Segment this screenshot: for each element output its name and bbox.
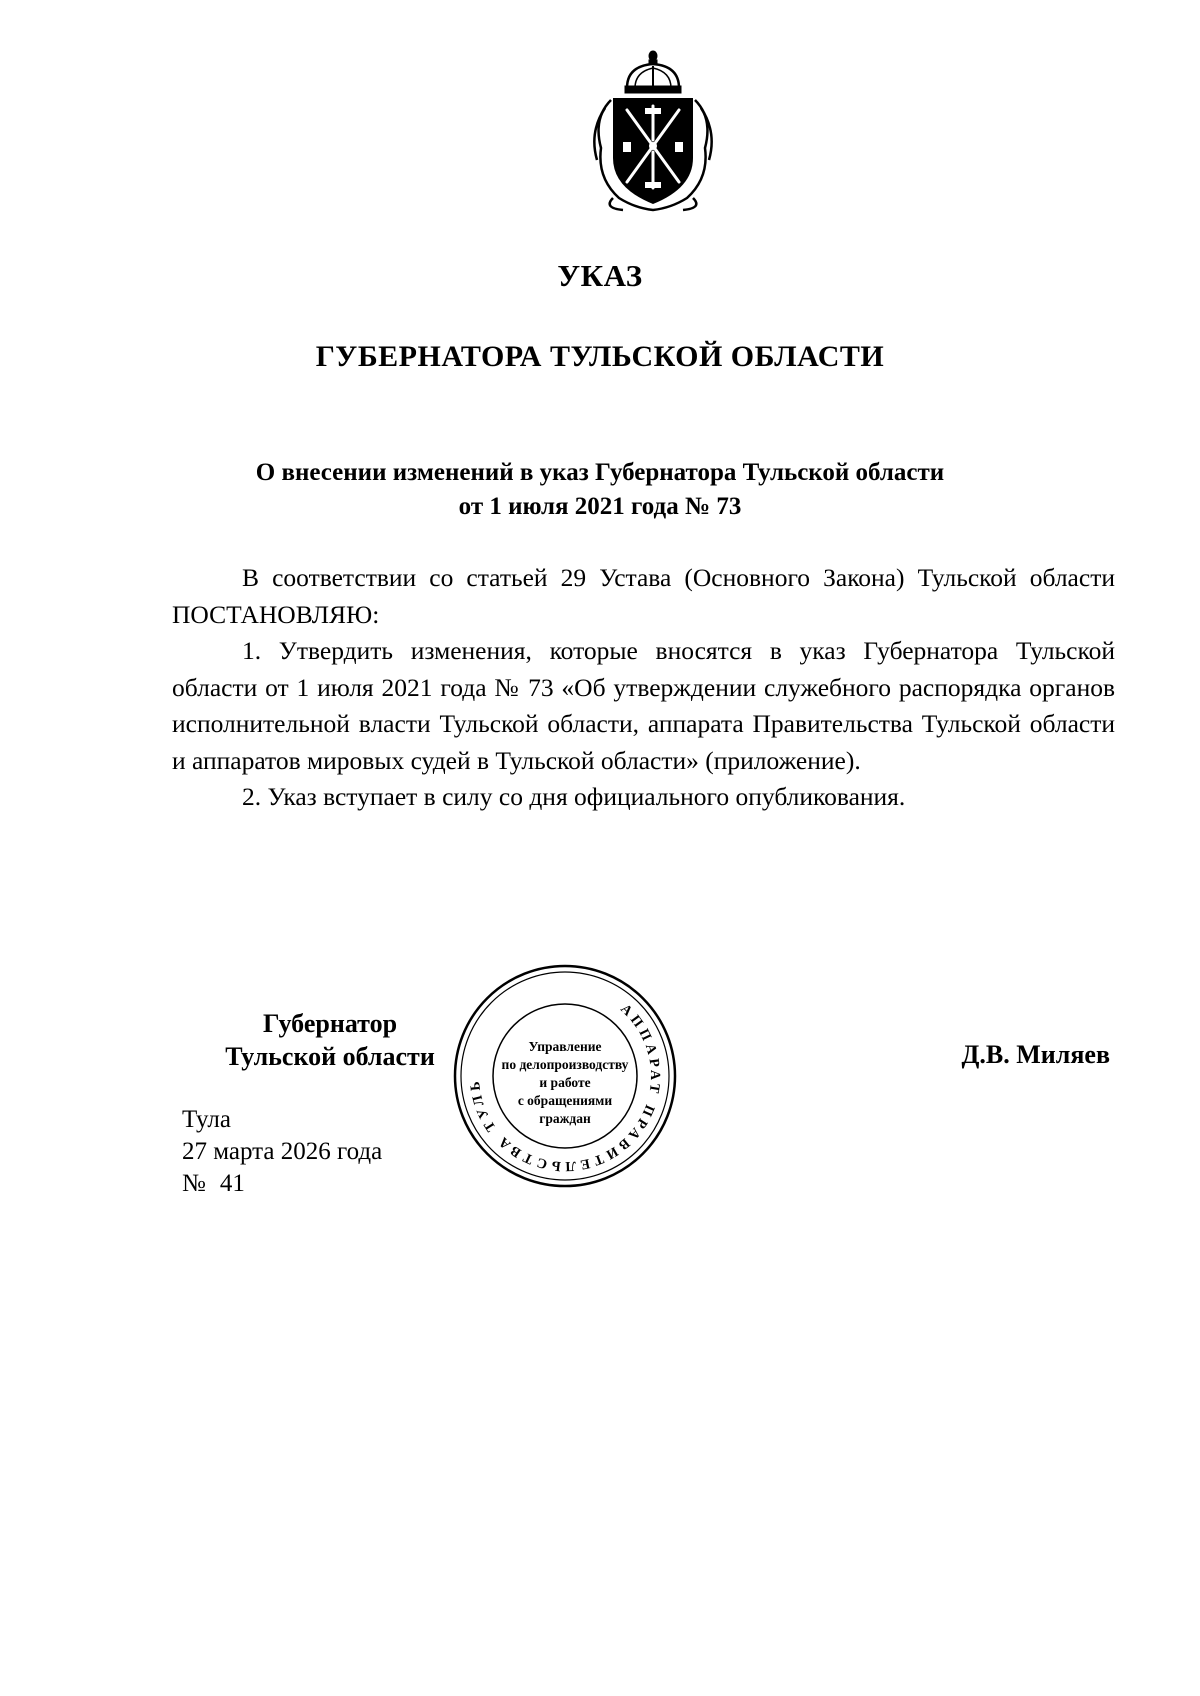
stamp-ring-text: АППАРАТ ПРАВИТЕЛЬСТВА ТУЛЬ — [467, 1001, 663, 1174]
stamp-center-line-4: с обращениями — [517, 1093, 613, 1108]
issuer-title: ГУБЕРНАТОРА ТУЛЬСКОЙ ОБЛАСТИ — [315, 340, 885, 373]
paragraph-item-2: 2. Указ вступает в силу со дня официального опубликования. — [242, 782, 906, 811]
date: 27 марта 2026 года — [182, 1138, 383, 1165]
paragraph-preamble: В соответствии со статьей 29 Устава (Основного Закона) Тульской области ПОСТАНОВЛЯЮ: — [172, 563, 1115, 629]
document-body — [172, 560, 1115, 816]
stamp-center-line-3: и работе — [539, 1075, 591, 1090]
signatory-title — [200, 1007, 460, 1073]
subject-line-1: О внесении изменений в указ Губернатора Тульской области — [255, 459, 945, 486]
place: Тула — [182, 1106, 231, 1133]
stamp-center-line-1: Управление — [528, 1039, 602, 1054]
document-number — [182, 1168, 382, 1200]
official-stamp — [452, 963, 678, 1189]
signatory-title-line-2: Тульской области — [225, 1042, 435, 1071]
paragraph-item-1: 1. Утвердить изменения, которые вносятся в указ Губернатора Тульской области от 1 июля 2021 года № 73 «Об утверждении служебного распорядка органов исполнительной власти Тульской области, аппарата Правительства Тульской области и аппаратов мировых судей в Тульской области» (приложение). — [172, 636, 1115, 775]
document-title: УКАЗ — [557, 258, 643, 293]
number-value: 41 — [219, 1170, 245, 1197]
stamp-center-line-5: граждан — [539, 1111, 591, 1126]
place-date-number — [182, 1104, 382, 1200]
subject-line-2: от 1 июля 2021 года № 73 — [458, 493, 742, 520]
number-sign: № — [182, 1170, 206, 1197]
signatory-title-line-1: Губернатор — [262, 1009, 398, 1038]
document-subject — [0, 456, 1200, 524]
signatory-name: Д.В. Миляев — [961, 1040, 1110, 1069]
coat-of-arms-icon — [583, 48, 723, 214]
stamp-center-line-2: по делопроизводству — [501, 1057, 629, 1072]
